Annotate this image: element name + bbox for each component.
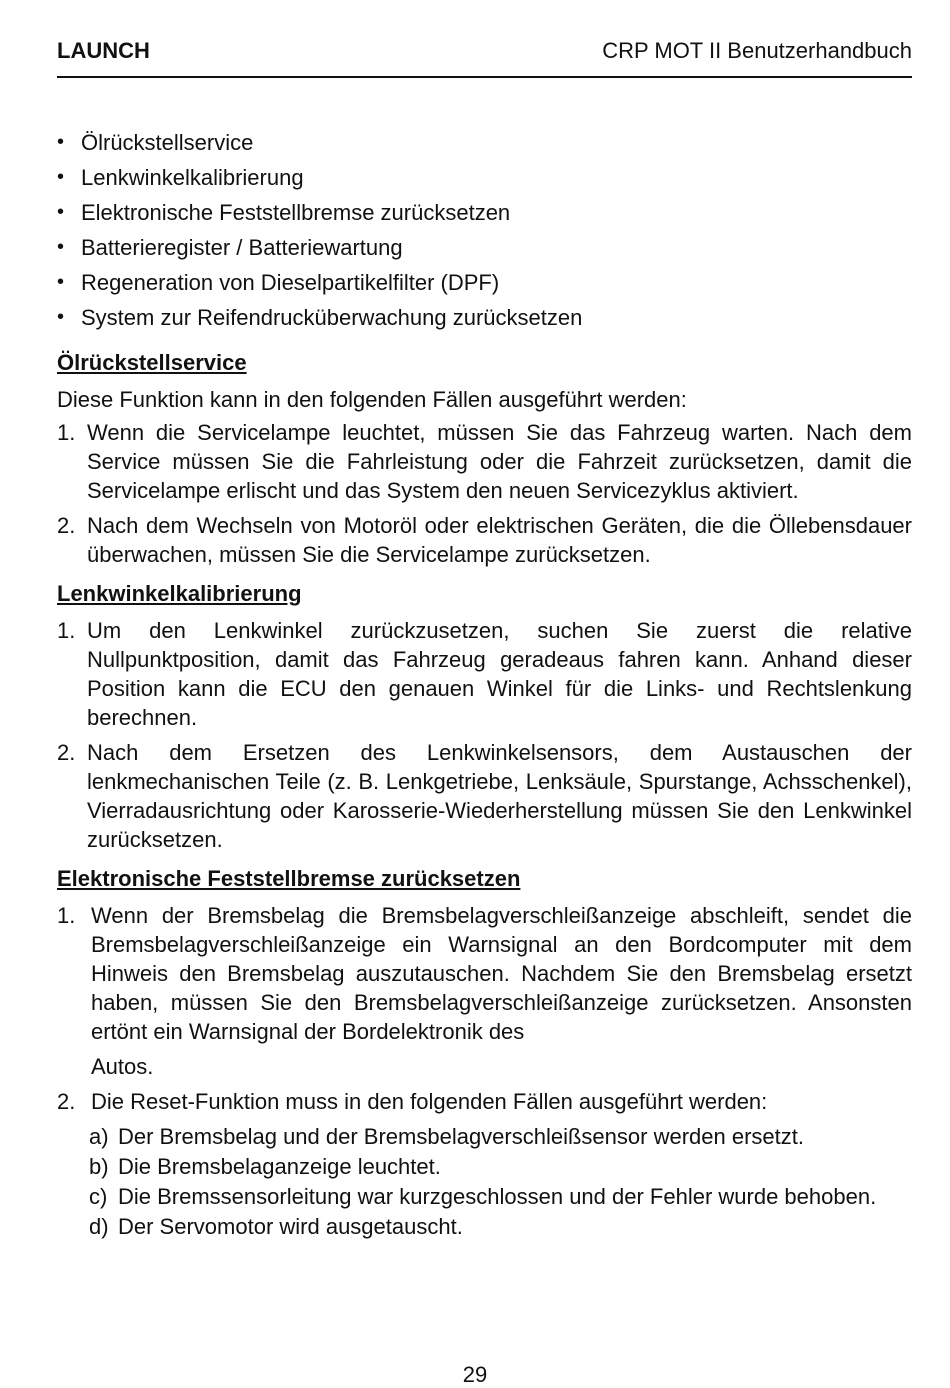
page-number: 29 — [462, 1362, 488, 1387]
function-list — [57, 128, 912, 338]
numbered-item — [57, 1087, 912, 1116]
item-text: Nach dem Ersetzen des Lenkwinkelsensors, dem Austauschen der lenkmechanischen Teile (z. B. Lenkgetriebe, Lenksäule, Spurstange, Achsschenkel), Vierradausrichtung oder Karosserie-Wiederherstellung müssen Sie den Lenkwinkel zurücksetzen. — [87, 740, 912, 852]
page-header — [57, 36, 912, 78]
sub-list-item — [57, 1182, 912, 1212]
item-number: 2. — [57, 740, 76, 765]
item-text: Die Reset-Funktion muss in den folgenden Fällen ausgeführt werden: — [91, 1089, 768, 1114]
item-number: 1. — [57, 420, 76, 445]
section-heading-epb-reset: Elektronische Feststellbremse zurücksetzen — [57, 866, 521, 891]
item-text-tail: Autos. — [91, 1054, 154, 1079]
item-number: 1. — [57, 618, 76, 643]
section-intro: Diese Funktion kann in den folgenden Fällen ausgeführt werden: — [57, 387, 687, 412]
item-text: Um den Lenkwinkel zurückzusetzen, suchen Sie zuerst die relative Nullpunktposition, damit das Fahrzeug geradeaus fahren kann. Anhand dieser Position kann die ECU den genauen Winkel für die Links- und Rechtslenkung berechnen. — [87, 618, 912, 730]
manual-title: CRP MOT II Benutzerhandbuch — [602, 38, 912, 63]
item-number: 2. — [57, 513, 76, 538]
numbered-item — [57, 418, 912, 505]
sub-item-text: Der Servomotor wird ausgetauscht. — [118, 1214, 463, 1239]
item-text: Nach dem Wechseln von Motoröl oder elektrischen Geräten, die die Öllebensdauer überwachen, müssen Sie die Servicelampe zurücksetzen. — [87, 513, 912, 567]
sub-item-letter: a) — [89, 1124, 109, 1149]
numbered-item — [57, 511, 912, 569]
numbered-item — [57, 901, 912, 1081]
sub-list-item — [57, 1152, 912, 1182]
item-number: 2. — [57, 1089, 76, 1114]
sub-list-item — [57, 1122, 912, 1152]
sub-item-text: Die Bremssensorleitung war kurzgeschlossen und der Fehler wurde behoben. — [118, 1184, 877, 1209]
section-heading-oil-reset: Ölrückstellservice — [57, 350, 247, 375]
numbered-item — [57, 616, 912, 732]
item-number: 1. — [57, 903, 76, 928]
brand-name: LAUNCH — [57, 38, 150, 63]
item-text: Wenn der Bremsbelag die Bremsbelagverschleißanzeige abschleift, sendet die Bremsbelagverschleißanzeige ein Warnsignal an den Bordcomputer mit dem Hinweis den Bremsbelag auszutauschen. Nachdem Sie den Bremsbelag ersetzt haben, müssen Sie den Bremsbelagverschleißanzeige zurücksetzen. Ansonsten ertönt ein Warnsignal der Bordelektronik des — [91, 903, 912, 1044]
section-heading-steering-angle: Lenkwinkelkalibrierung — [57, 581, 302, 606]
sub-item-text: Der Bremsbelag und der Bremsbelagverschleißsensor werden ersetzt. — [118, 1124, 804, 1149]
function-list-item: • Lenkwinkelkalibrierung — [57, 163, 912, 198]
function-list-item: • System zur Reifendrucküberwachung zurücksetzen — [57, 303, 912, 338]
sub-item-text: Die Bremsbelaganzeige leuchtet. — [118, 1154, 441, 1179]
sub-list-item — [57, 1212, 912, 1242]
sub-item-letter: c) — [89, 1184, 108, 1209]
numbered-item — [57, 738, 912, 854]
function-list-item: • Batterieregister / Batteriewartung — [57, 233, 912, 268]
function-list-item: • Regeneration von Dieselpartikelfilter (DPF) — [57, 268, 912, 303]
function-list-item: • Elektronische Feststellbremse zurücksetzen — [57, 198, 912, 233]
item-text: Wenn die Servicelampe leuchtet, müssen Sie das Fahrzeug warten. Nach dem Service müssen Sie die Fahrleistung oder die Fahrzeit zurücksetzen, damit die Servicelampe erlischt und das System den neuen Servicezyklus aktiviert. — [87, 420, 912, 503]
sub-item-letter: b) — [89, 1154, 109, 1179]
page-content — [57, 128, 912, 1242]
sub-item-letter: d) — [89, 1214, 109, 1239]
reset-conditions-list — [57, 1122, 912, 1242]
function-list-item: • Ölrückstellservice — [57, 128, 912, 163]
